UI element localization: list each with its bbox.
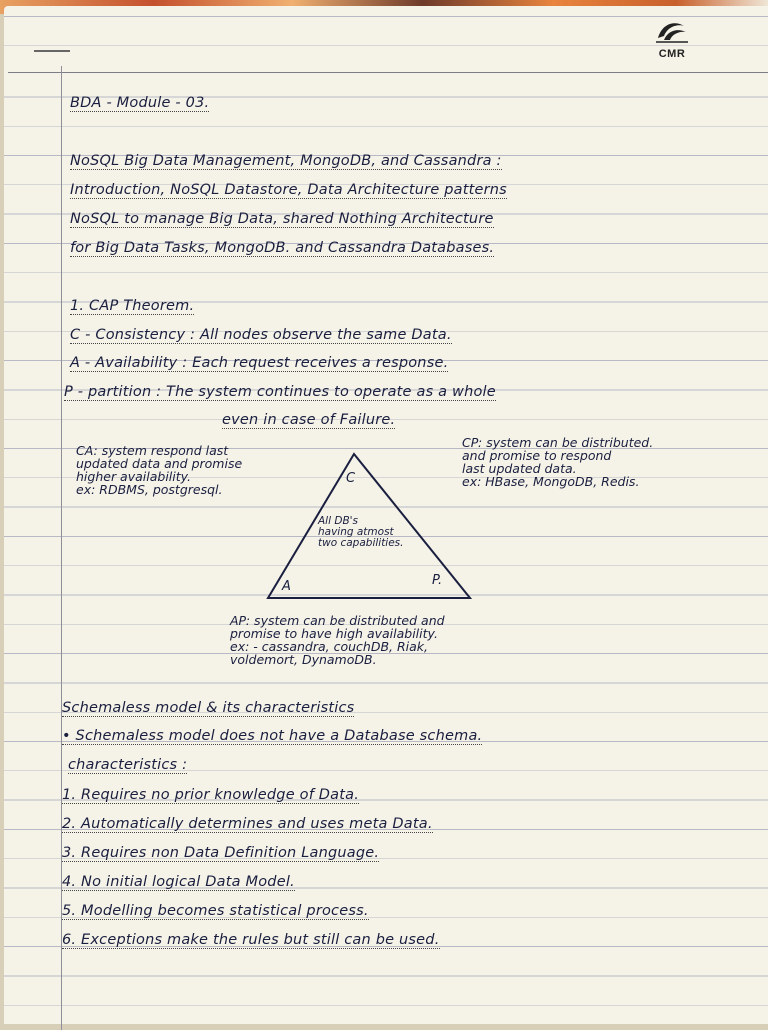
characteristics-heading: characteristics :	[68, 757, 188, 773]
ap-note	[230, 614, 445, 666]
cmr-logo	[652, 18, 692, 60]
intro-line-2: Introduction, NoSQL Datastore, Data Architecture patterns	[70, 182, 507, 198]
intro-line-3: NoSQL to manage Big Data, shared Nothing Architecture	[70, 211, 494, 227]
cap-availability: A - Availability : Each request receives a response.	[70, 355, 449, 371]
logo-brand-text: CMR	[658, 48, 686, 60]
cap-triangle-diagram	[262, 446, 482, 606]
characteristic-item: 5. Modelling becomes statistical process.	[62, 903, 369, 919]
ca-line: higher availability.	[76, 469, 192, 484]
ap-line: ex: - cassandra, couchDB, Riak,	[230, 639, 428, 654]
characteristic-item: 2. Automatically determines and uses meta Data.	[62, 816, 433, 832]
ap-line: AP: system can be distributed and	[230, 613, 445, 628]
cap-partition-cont: even in case of Failure.	[222, 412, 396, 428]
ca-line: CA: system respond last	[76, 443, 229, 458]
center-line: two capabilities.	[318, 537, 404, 549]
cap-partition: P - partition : The system continues to operate as a whole	[64, 384, 496, 400]
characteristic-item: 1. Requires no prior knowledge of Data.	[62, 787, 360, 803]
cmr-swirl-icon	[654, 18, 690, 44]
cap-consistency: C - Consistency : All nodes observe the same Data.	[70, 327, 452, 343]
center-line: having atmost	[318, 526, 394, 538]
cp-line: and promise to respond	[462, 448, 612, 463]
cap-heading: 1. CAP Theorem.	[70, 298, 195, 314]
ca-line: updated data and promise	[76, 456, 243, 471]
ca-line: ex: RDBMS, postgresql.	[76, 482, 223, 497]
cp-line: last updated data.	[462, 461, 577, 476]
intro-line-1: NoSQL Big Data Management, MongoDB, and Cassandra :	[70, 153, 502, 169]
cp-line: ex: HBase, MongoDB, Redis.	[462, 474, 640, 489]
characteristic-item: 4. No initial logical Data Model.	[62, 874, 295, 890]
characteristic-item: 3. Requires non Data Definition Language.	[62, 845, 380, 861]
header-rule	[8, 72, 768, 73]
ca-note	[76, 444, 242, 496]
schemaless-definition: • Schemaless model does not have a Database schema.	[62, 728, 483, 744]
schemaless-heading: Schemaless model & its characteristics	[62, 700, 355, 716]
cp-line: CP: system can be distributed.	[462, 435, 654, 450]
intro-line-4: for Big Data Tasks, MongoDB. and Cassandra Databases.	[70, 240, 495, 256]
corner-dash	[34, 50, 70, 52]
ap-line: voldemort, DynamoDB.	[230, 652, 377, 667]
vertex-c-label: C	[346, 471, 356, 486]
vertex-p-label: P.	[432, 573, 443, 588]
cp-note	[462, 436, 653, 488]
characteristic-item: 6. Exceptions make the rules but still can be used.	[62, 932, 440, 948]
page-title: BDA - Module - 03.	[70, 95, 210, 111]
center-line: All DB's	[318, 515, 359, 527]
triangle-center-note	[318, 516, 404, 549]
ap-line: promise to have high availability.	[230, 626, 438, 641]
vertex-a-label: A	[282, 579, 291, 594]
